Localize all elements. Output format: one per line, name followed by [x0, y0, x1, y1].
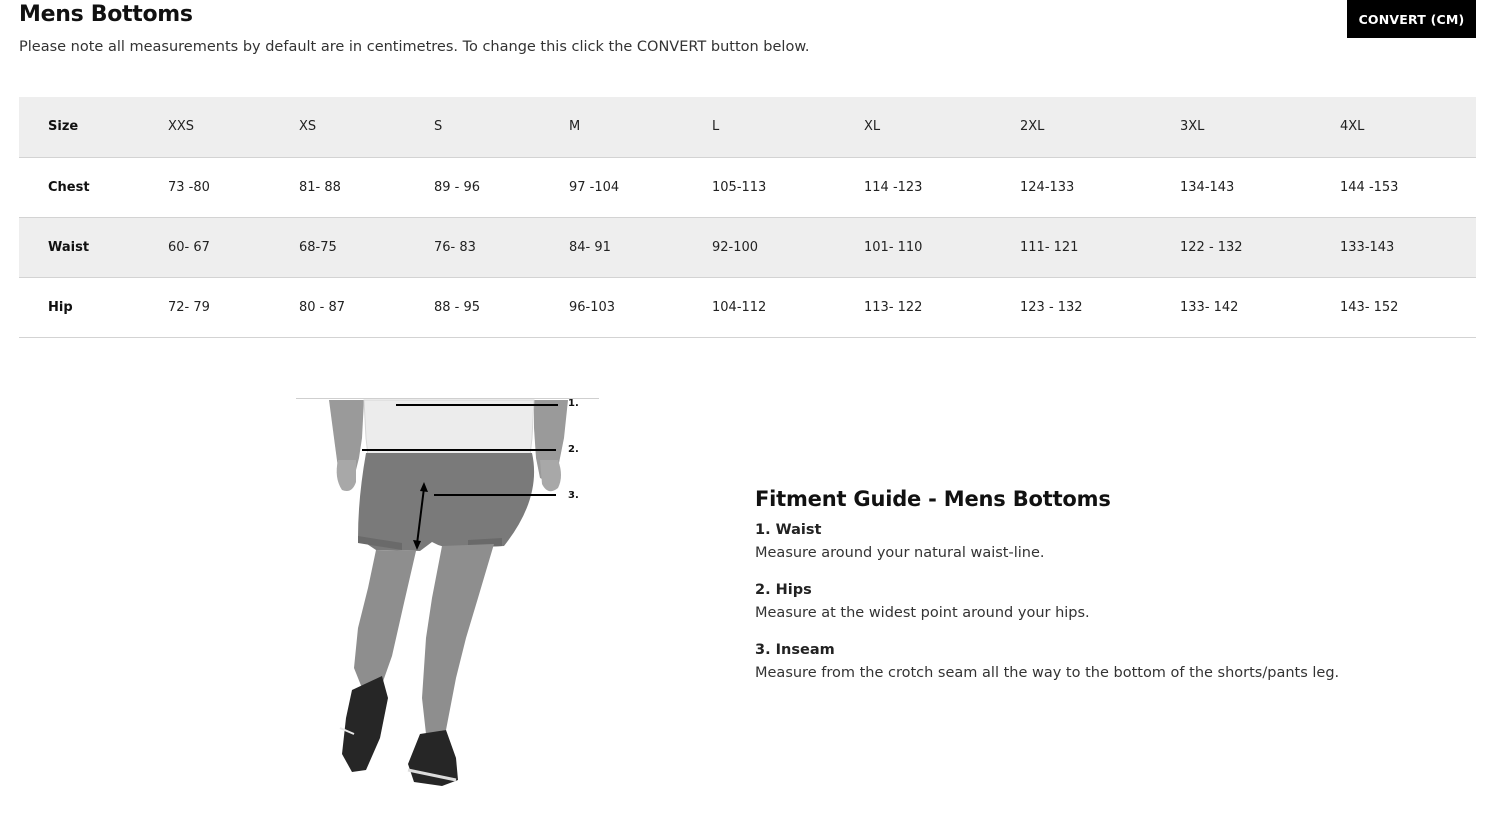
size-cell: 4XL	[1340, 119, 1365, 135]
guide-item-desc: Measure from the crotch seam all the way to the bottom of the shorts/pants leg.	[755, 665, 1340, 681]
row-label-hip: Hip	[48, 299, 73, 315]
measurement-cell: 80 - 87	[299, 299, 346, 315]
measurement-cell: 114 -123	[864, 179, 923, 195]
model-illustration	[296, 398, 606, 793]
measurement-cell: 144 -153	[1340, 179, 1399, 195]
measurement-cell: 123 - 132	[1020, 299, 1083, 315]
measurement-cell: 68-75	[299, 239, 337, 255]
guide-item-title: 1. Waist	[755, 522, 822, 538]
measurement-cell: 101- 110	[864, 239, 923, 255]
waist-row	[19, 217, 1476, 277]
guide-item-desc: Measure around your natural waist-line.	[755, 545, 1045, 561]
measurement-cell: 81- 88	[299, 179, 341, 195]
measurement-cell: 88 - 95	[434, 299, 481, 315]
measurement-cell: 60- 67	[168, 239, 210, 255]
measurement-cell: 73 -80	[168, 179, 210, 195]
measurement-cell: 97 -104	[569, 179, 620, 195]
page-title: Mens Bottoms	[19, 2, 193, 27]
guide-item-title: 3. Inseam	[755, 642, 835, 658]
measurement-cell: 72- 79	[168, 299, 210, 315]
size-cell: XS	[299, 119, 317, 135]
measurement-cell: 104-112	[712, 299, 767, 315]
size-cell: XXS	[168, 119, 195, 135]
measurement-cell: 122 - 132	[1180, 239, 1243, 255]
guide-item-desc: Measure at the widest point around your hips.	[755, 605, 1090, 621]
size-cell: 3XL	[1180, 119, 1205, 135]
guide-item-title: 2. Hips	[755, 582, 812, 598]
hip-row	[19, 277, 1476, 337]
guide-item-hips	[755, 581, 1455, 625]
measurement-cell: 92-100	[712, 239, 759, 255]
measurement-cell: 111- 121	[1020, 239, 1079, 255]
fitment-guide-title: Fitment Guide - Mens Bottoms	[755, 487, 1111, 511]
measurement-cell: 124-133	[1020, 179, 1075, 195]
size-cell: 2XL	[1020, 119, 1045, 135]
size-chart-table	[19, 97, 1476, 338]
measurement-cell: 133-143	[1340, 239, 1395, 255]
chest-row	[19, 157, 1476, 217]
model-measurement-figure	[296, 398, 606, 793]
convert-button[interactable]: CONVERT (CM)	[1347, 0, 1476, 38]
measurement-cell: 96-103	[569, 299, 616, 315]
fitment-guide	[755, 487, 1455, 701]
size-header-row	[19, 97, 1476, 157]
guide-item-waist	[755, 521, 1455, 565]
size-cell: L	[712, 119, 720, 135]
measurement-cell: 143- 152	[1340, 299, 1399, 315]
size-cell: M	[569, 119, 581, 135]
measurement-cell: 113- 122	[864, 299, 923, 315]
size-cell: S	[434, 119, 443, 135]
row-label-size: Size	[48, 119, 79, 135]
measurement-cell: 134-143	[1180, 179, 1235, 195]
guide-item-inseam	[755, 641, 1455, 685]
inseam-marker: 3.	[568, 490, 579, 501]
measurement-cell: 105-113	[712, 179, 767, 195]
measurement-cell: 89 - 96	[434, 179, 481, 195]
measurement-cell: 76- 83	[434, 239, 476, 255]
measurement-cell: 133- 142	[1180, 299, 1239, 315]
size-cell: XL	[864, 119, 881, 135]
row-label-waist: Waist	[48, 239, 90, 255]
row-label-chest: Chest	[48, 179, 90, 195]
measurement-cell: 84- 91	[569, 239, 611, 255]
waist-marker: 1.	[568, 398, 579, 409]
measurement-note: Please note all measurements by default are in centimetres. To change this click the CONVERT button below.	[19, 39, 810, 55]
hips-marker: 2.	[568, 444, 579, 455]
